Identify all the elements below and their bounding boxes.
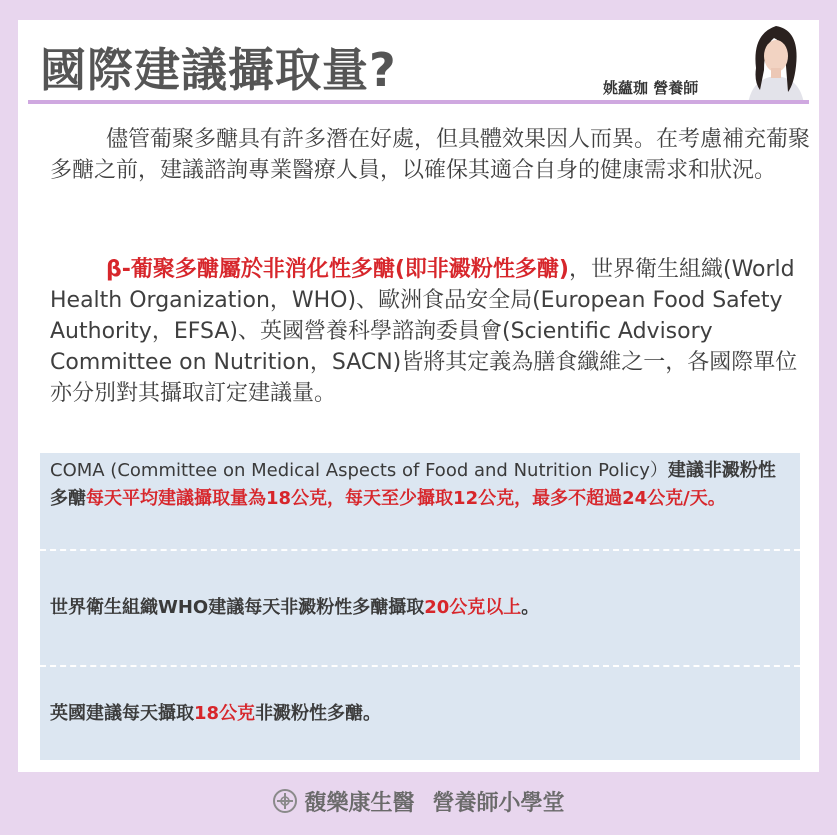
who-end: 。 [521, 597, 540, 618]
coma-text: 建議非澱粉性多醣 [50, 460, 776, 509]
who-recommendation [40, 549, 800, 665]
definition-text: ，世界衛生組織(World Health Organization，WHO)、歐洲食品安全局(European Food Safety Authority，EFSA)、英國營養科學諮詢委員會(Scientific Advisory Committee on Nutrition，SACN)皆將其定義為膳食纖維之一，各國際單位亦分別對其攝取訂定建議量。 [50, 257, 798, 406]
recommendation-panel [40, 453, 800, 760]
intro-paragraph [50, 124, 810, 186]
channel-name: 營養師小學堂 [432, 791, 565, 816]
coma-name: COMA (Committee on Medical Aspects of Food and Nutrition Policy） [50, 460, 668, 481]
who-text: 世界衛生組織WHO建議每天非澱粉性多醣攝取 [50, 597, 425, 618]
uk-text: 英國建議每天攝取 [50, 702, 194, 724]
author-name: 姚蘊珈 營養師 [603, 79, 699, 97]
footer-brand [0, 786, 837, 820]
intro-text: 儘管葡聚多醣具有許多潛在好處，但具體效果因人而異。在考慮補充葡聚多醣之前，建議諮詢專業醫療人員，以確保其適合自身的健康需求和狀況。 [50, 127, 811, 183]
title-divider [28, 100, 809, 104]
author-avatar [738, 20, 814, 104]
brand-logo-icon [272, 788, 298, 820]
brand-name: 馥樂康生醫 [304, 791, 415, 816]
uk-end: 非澱粉性多醣。 [255, 702, 382, 724]
coma-highlight: 每天平均建議攝取量為18公克，每天至少攝取12公克，最多不超過24公克/天。 [86, 488, 726, 509]
avatar-portrait-icon [738, 20, 814, 104]
uk-highlight: 18公克 [194, 702, 256, 724]
page-title: 國際建議攝取量? [40, 43, 397, 97]
content-card [18, 20, 819, 772]
coma-recommendation [40, 457, 800, 549]
definition-paragraph [50, 254, 810, 409]
uk-recommendation [40, 665, 800, 760]
beta-glucan-highlight: β-葡聚多醣屬於非消化性多醣(即非澱粉性多醣) [106, 257, 569, 282]
who-highlight: 20公克以上 [424, 597, 522, 618]
